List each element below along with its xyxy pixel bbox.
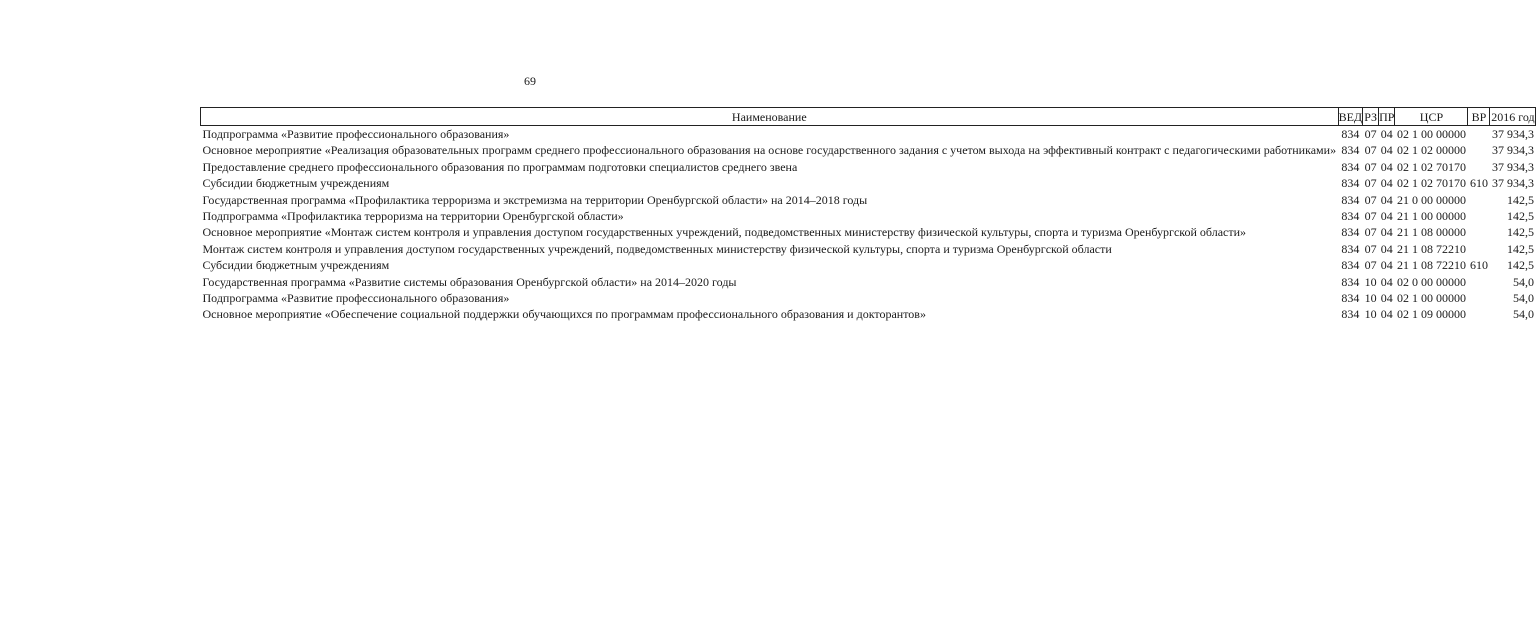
row-ved: 834 (1341, 209, 1360, 224)
row-csr: 02 1 00 00000 (1396, 291, 1466, 306)
row-csr: 02 0 00 00000 (1396, 274, 1466, 289)
row-name: Подпрограмма «Развитие профессионального образования» (202, 127, 510, 141)
row-ved: 834 (1341, 192, 1360, 207)
row-amount: 37 934,3 (1491, 143, 1534, 158)
row-vr (1468, 192, 1490, 208)
table-row (201, 192, 1536, 208)
table-row (201, 142, 1536, 158)
row-vr (1468, 290, 1490, 306)
table-row (201, 274, 1536, 290)
row-amount: 54,0 (1512, 307, 1534, 322)
row-pr: 04 (1380, 274, 1393, 289)
row-vr (1468, 142, 1490, 158)
page-number: 69 (524, 74, 536, 88)
row-amount: 54,0 (1512, 291, 1534, 306)
row-vr (1468, 208, 1490, 224)
row-vr (1468, 126, 1490, 143)
row-rz: 07 (1364, 225, 1377, 240)
header-vr: ВР (1468, 108, 1490, 126)
row-vr: 610 (1469, 258, 1488, 273)
row-name: Монтаж систем контроля и управления доступом государственных учреждений, подведомственных министерству физической культуры, спорта и туризма Оренбургской области (202, 241, 1112, 256)
row-amount: 37 934,3 (1491, 159, 1534, 174)
row-pr: 04 (1380, 176, 1393, 191)
row-pr: 04 (1380, 209, 1393, 224)
row-name: Субсидии бюджетным учреждениям (202, 258, 390, 273)
row-ved: 834 (1341, 225, 1360, 240)
table-header-row (201, 108, 1536, 126)
row-csr: 02 1 02 70170 (1396, 159, 1466, 174)
row-rz: 10 (1364, 307, 1377, 322)
row-csr: 21 1 08 72210 (1396, 241, 1466, 256)
row-name: Подпрограмма «Развитие профессионального образования» (202, 291, 510, 306)
table-row (201, 257, 1536, 273)
row-amount: 142,5 (1506, 225, 1534, 240)
table-row (201, 306, 1536, 322)
header-pr: ПР (1379, 109, 1395, 124)
row-csr: 21 1 08 00000 (1396, 225, 1466, 240)
row-ved: 834 (1341, 241, 1360, 256)
row-rz: 07 (1364, 127, 1377, 141)
row-name: Государственная программа «Развитие системы образования Оренбургской области» на 2014–2020 годы (202, 274, 737, 289)
row-csr: 02 1 09 00000 (1396, 307, 1466, 322)
row-pr: 04 (1380, 143, 1393, 158)
table-row (201, 241, 1536, 257)
table-row (201, 290, 1536, 306)
row-rz: 07 (1364, 241, 1377, 256)
header-name: Наименование (201, 108, 1339, 126)
row-pr: 04 (1380, 159, 1393, 174)
row-amount: 37 934,3 (1491, 176, 1534, 191)
row-ved: 834 (1341, 307, 1360, 322)
row-rz: 07 (1364, 176, 1377, 191)
table-body (201, 126, 1536, 323)
row-ved: 834 (1341, 127, 1360, 141)
row-pr: 04 (1380, 241, 1393, 256)
row-vr (1468, 274, 1490, 290)
row-csr: 02 1 02 00000 (1396, 143, 1466, 158)
row-rz: 07 (1364, 159, 1377, 174)
row-pr: 04 (1380, 258, 1393, 273)
row-amount: 142,5 (1506, 192, 1534, 207)
row-rz: 07 (1364, 209, 1377, 224)
row-pr: 04 (1380, 192, 1393, 207)
row-pr: 04 (1380, 307, 1393, 322)
table-row (201, 224, 1536, 240)
row-rz: 07 (1364, 143, 1377, 158)
row-amount: 37 934,3 (1491, 127, 1534, 141)
row-rz: 07 (1364, 192, 1377, 207)
budget-table (200, 107, 1536, 323)
table-row (201, 159, 1536, 175)
row-amount: 142,5 (1506, 258, 1534, 273)
header-csr: ЦСР (1395, 108, 1468, 126)
header-year: 2016 год (1491, 109, 1535, 124)
row-vr (1468, 159, 1490, 175)
header-rz: РЗ (1364, 109, 1378, 124)
row-name: Государственная программа «Профилактика терроризма и экстремизма на территории Оренбургской области» на 2014–2018 годы (202, 192, 868, 207)
row-name: Основное мероприятие «Монтаж систем контроля и управления доступом государственных учреждений, подведомственных министерству физической культуры, спорта и туризма Оренбургской области» (202, 225, 1247, 240)
row-rz: 07 (1364, 258, 1377, 273)
row-pr: 04 (1380, 225, 1393, 240)
table-row (201, 208, 1536, 224)
row-csr: 21 1 08 72210 (1396, 258, 1466, 273)
row-vr: 610 (1469, 176, 1488, 191)
row-amount: 54,0 (1512, 274, 1534, 289)
header-ved: ВЕД (1338, 109, 1363, 124)
row-ved: 834 (1341, 274, 1360, 289)
row-name: Основное мероприятие «Обеспечение социальной поддержки обучающихся по программам профессионального образования и докторантов» (202, 307, 926, 322)
row-ved: 834 (1341, 159, 1360, 174)
row-csr: 21 0 00 00000 (1396, 192, 1466, 207)
row-name: Предоставление среднего профессионального образования по программам подготовки специалистов среднего звена (202, 159, 798, 174)
row-csr: 02 1 00 00000 (1396, 127, 1466, 141)
row-ved: 834 (1341, 291, 1360, 306)
row-ved: 834 (1341, 258, 1360, 273)
row-pr: 04 (1380, 127, 1393, 141)
row-name: Подпрограмма «Профилактика терроризма на территории Оренбургской области» (202, 209, 624, 224)
table-row (201, 126, 1536, 143)
row-vr (1468, 224, 1490, 240)
table-row (201, 175, 1536, 191)
row-csr: 21 1 00 00000 (1396, 209, 1466, 224)
row-pr: 04 (1380, 291, 1393, 306)
row-rz: 10 (1364, 291, 1377, 306)
row-amount: 142,5 (1506, 241, 1534, 256)
row-csr: 02 1 02 70170 (1396, 176, 1466, 191)
row-vr (1468, 306, 1490, 322)
row-rz: 10 (1364, 274, 1377, 289)
row-ved: 834 (1341, 143, 1360, 158)
row-amount: 142,5 (1506, 209, 1534, 224)
row-vr (1468, 241, 1490, 257)
row-ved: 834 (1341, 176, 1360, 191)
row-name: Основное мероприятие «Реализация образовательных программ среднего профессионального образования на основе государственного задания с учетом выхода на эффективный контракт с педагогическими работниками» (202, 143, 1337, 158)
row-name: Субсидии бюджетным учреждениям (202, 176, 390, 191)
